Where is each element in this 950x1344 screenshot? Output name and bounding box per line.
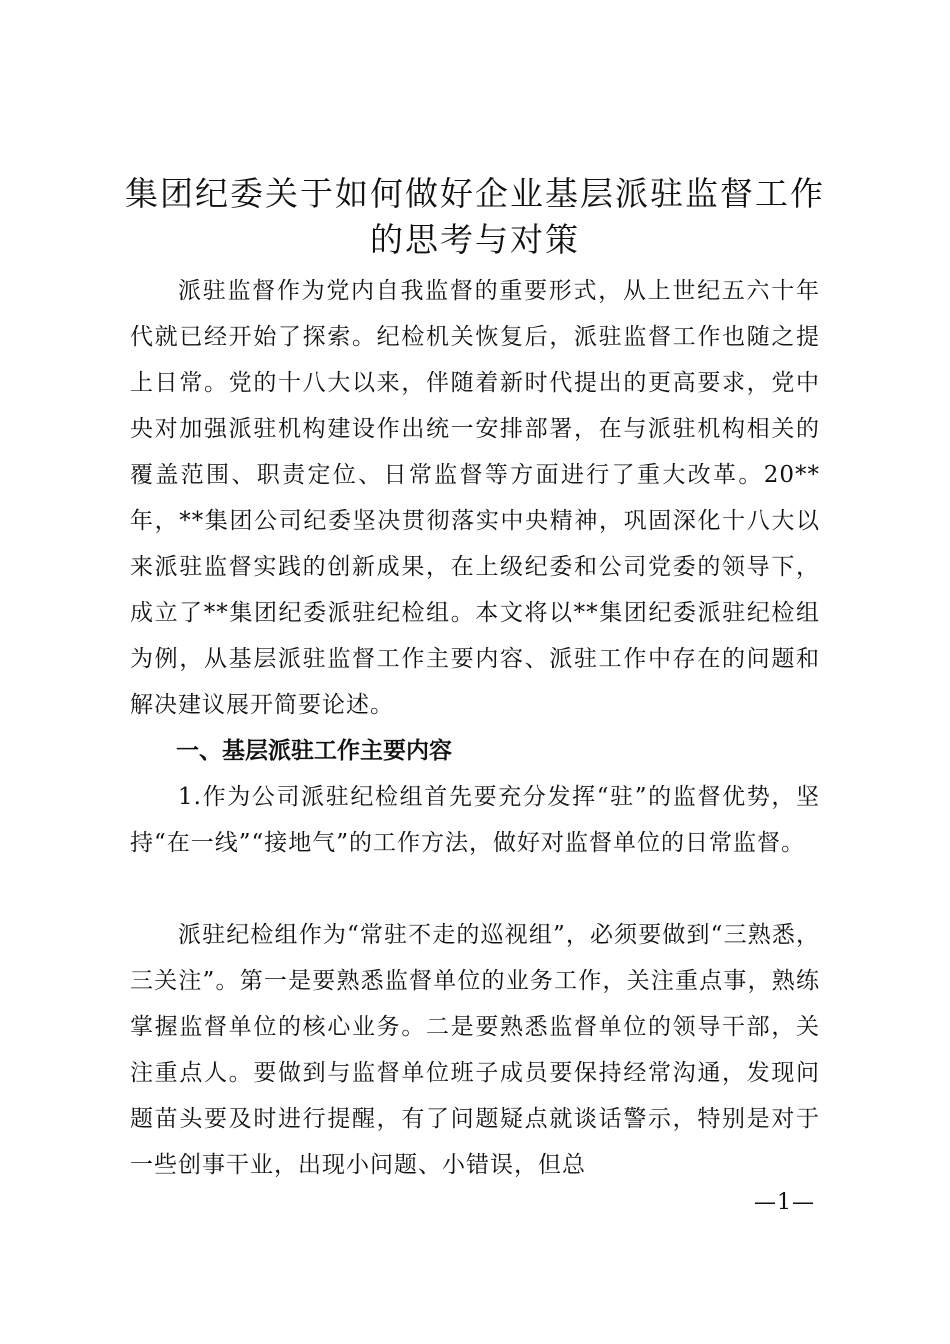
paragraph-point-1: 1.作为公司派驻纪检组首先要充分发挥“驻”的监督优势，坚持“在一线”“接地气”的工作方法，做好对监督单位的日常监督。 [130, 784, 820, 856]
page-number: —1— [754, 1190, 815, 1215]
paragraph-introduction: 派驻监督作为党内自我监督的重要形式，从上世纪五六十年代就已经开始了探索。纪检机关恢复后，派驻监督工作也随之提上日常。党的十八大以来，伴随着新时代提出的更高要求，党中央对加强派驻机构建设作出统一安排部署，在与派驻机构相关的覆盖范围、职责定位、日常监督等方面进行了重大改革。20**年，**集团公司纪委坚决贯彻落实中央精神，巩固深化十八大以来派驻监督实践的创新成果，在上级纪委和公司党委的领导下，成立了**集团纪委派驻纪检组。本文将以**集团纪委派驻纪检组为例，从基层派驻监督工作主要内容、派驻工作中存在的问题和解决建议展开简要论述。 [130, 278, 820, 718]
document-title-line-1: 集团纪委关于如何做好企业基层派驻监督工作 [125, 174, 825, 213]
document-title-line-2: 的思考与对策 [370, 220, 580, 259]
paragraph-three-familiar: 派驻纪检组作为“常驻不走的巡视组”，必须要做到“三熟悉，三关注”。第一是要熟悉监督单位的业务工作，关注重点事，熟练掌握监督单位的核心业务。二是要熟悉监督单位的领导干部，关注重点人。要做到与监督单位班子成员要保持经常沟通，发现问题苗头要及时进行提醒，有了问题疑点就谈话警示，特别是对于一些创事干业，出现小问题、小错误，但总 [130, 922, 820, 1178]
section-heading-1: 一、基层派驻工作主要内容 [176, 738, 452, 764]
